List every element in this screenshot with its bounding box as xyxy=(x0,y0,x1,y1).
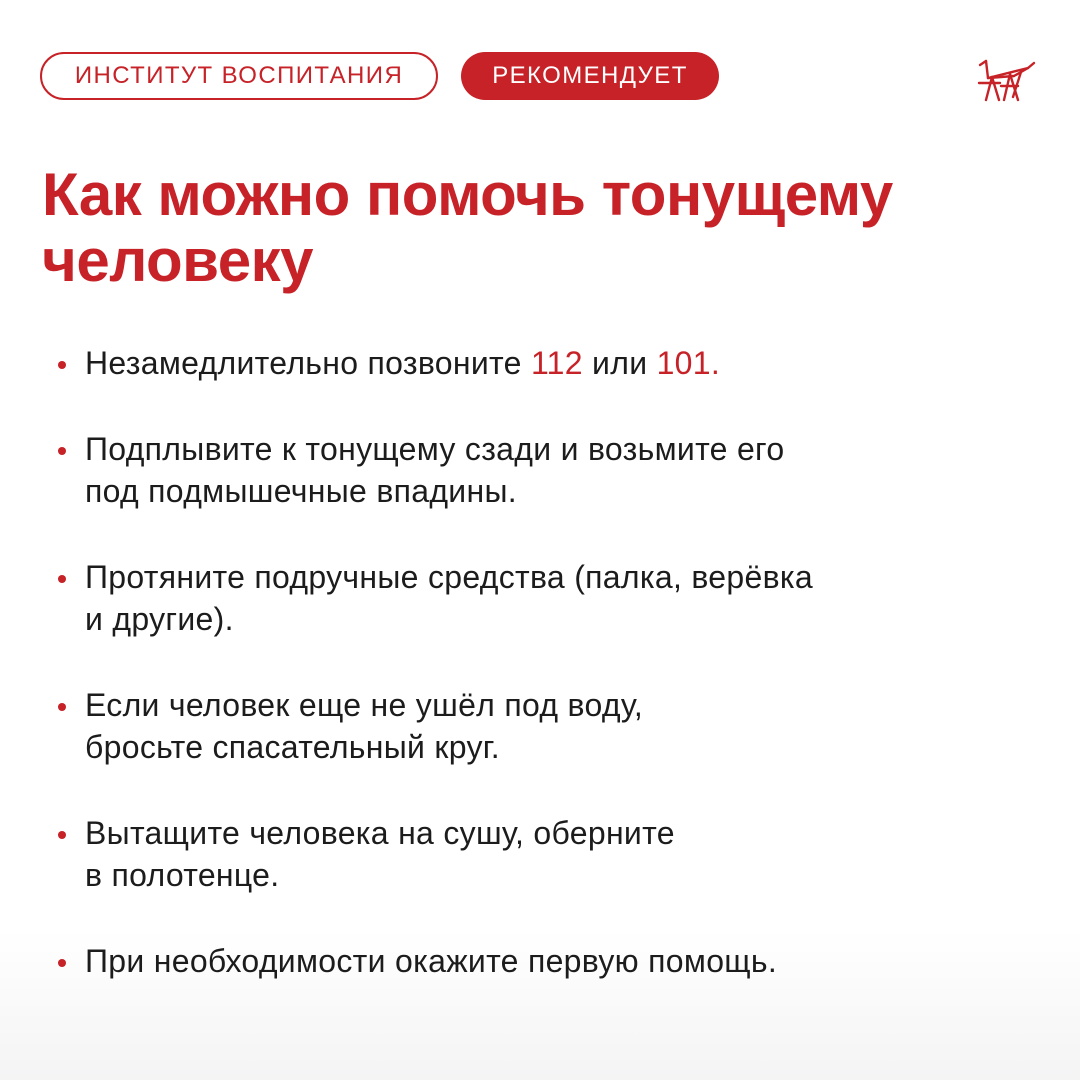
list-item-line: Вытащите человека на сушу, оберните xyxy=(85,815,675,851)
bullet-icon xyxy=(58,361,66,369)
header xyxy=(40,52,1040,104)
list-item-line: и другие). xyxy=(85,601,234,637)
recommends-badge xyxy=(461,52,719,100)
list-item xyxy=(58,428,1038,512)
title-line-2: человеку xyxy=(42,227,314,294)
list-item xyxy=(58,342,1038,384)
list-item xyxy=(58,812,1038,896)
list-item-line: под подмышечные впадины. xyxy=(85,473,517,509)
emergency-number: 112 xyxy=(530,345,583,381)
list-item-line xyxy=(85,342,1038,384)
institute-badge-label: ИНСТИТУТ ВОСПИТАНИЯ xyxy=(74,62,404,89)
list-item xyxy=(58,684,1038,768)
emergency-number: 101. xyxy=(656,345,721,381)
horse-logo-icon xyxy=(974,52,1036,104)
bullet-icon xyxy=(58,575,66,583)
list-item xyxy=(58,940,1038,982)
list-item-line: Если человек еще не ушёл под воду, xyxy=(85,687,644,723)
list-item xyxy=(58,556,1038,640)
advice-list xyxy=(58,342,1038,982)
list-item-line: Протяните подручные средства (палка, верёвка xyxy=(85,559,813,595)
bullet-icon xyxy=(58,959,66,967)
list-item-line: При необходимости окажите первую помощь. xyxy=(85,943,778,979)
list-item-text: или xyxy=(582,345,657,381)
page-title xyxy=(42,162,1032,294)
recommends-badge-label: РЕКОМЕНДУЕТ xyxy=(492,62,688,89)
bullet-icon xyxy=(58,703,66,711)
institute-badge xyxy=(40,52,438,100)
list-item-line: Подплывите к тонущему сзади и возьмите его xyxy=(85,431,785,467)
bullet-icon xyxy=(58,831,66,839)
list-item-line: в полотенце. xyxy=(85,857,280,893)
list-item-line: бросьте спасательный круг. xyxy=(85,729,501,765)
list-item-text: Незамедлительно позвоните xyxy=(85,345,531,381)
title-line-1: Как можно помочь тонущему xyxy=(42,161,893,228)
bullet-icon xyxy=(58,447,66,455)
